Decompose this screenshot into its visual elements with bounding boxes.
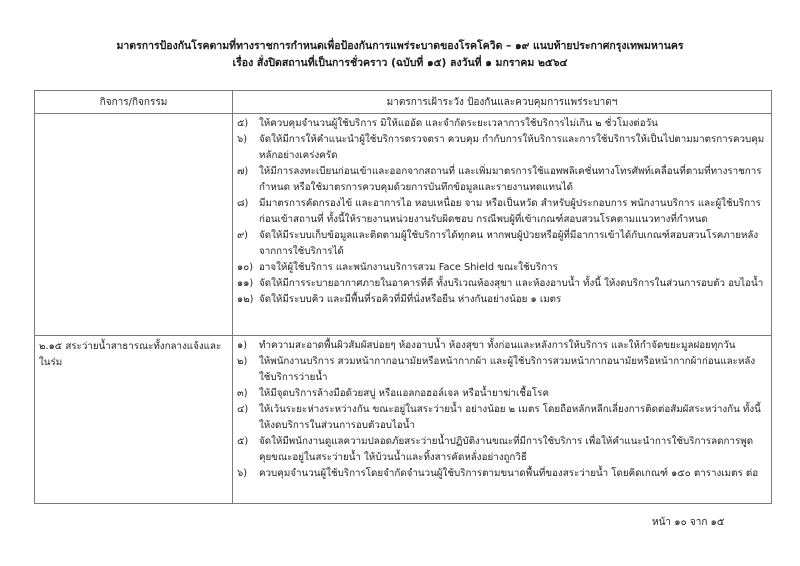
item-text: ให้มีการลงทะเบียนก่อนเข้าและออกจากสถานที่ และเพิ่มมาตรการใช้แอพพลิเคชั่นทางโทรศัพท์เคลื่อนที่ตามที่ทางราชการกำหนด หรือใช้มาตรการควบคุมด้วยการบันทึกข้อมูลและรายงานทดแทนได้	[259, 166, 762, 193]
item-text: มีมาตรการคัดกรองไข้ และอาการไอ หอบเหนื่อย จาม หรือเป็นหวัด สำหรับผู้ประกอบการ พนักงานบริการ และผู้ใช้บริการก่อนเข้าสถานที่ ทั้งนี้ให้รายงานหน่วยงานรับผิดชอบ กรณีพบผู้ที่เข้าเกณฑ์สอบสวนโรคตามแนวทางที่กำหนด	[259, 198, 761, 225]
list-item	[237, 260, 765, 276]
activity-label: ๒.๑๕ สระว่ายน้ำสาธารณะทั้งกลางแจ้งและในร่ม	[39, 341, 222, 368]
measures-cell	[233, 114, 772, 336]
list-item	[237, 354, 765, 386]
list-item	[237, 402, 765, 434]
item-number: ๕)	[237, 436, 249, 447]
list-item	[237, 132, 765, 164]
list-item	[237, 276, 765, 292]
measures-list	[233, 114, 771, 312]
item-text: จัดให้มีระบบคิว และมีพื้นที่รอคิวที่มีที่นั่งหรือยืน ห่างกันอย่างน้อย ๑ เมตร	[259, 294, 562, 305]
item-number: ๓)	[237, 388, 248, 399]
item-text: จัดให้มีการให้คำแนะนำผู้ใช้บริการตรวจตรา ควบคุม กำกับการให้บริการและการใช้บริการให้เป็นไปตามมาตรการควบคุมหลักอย่างเคร่งครัด	[259, 134, 765, 161]
item-text: ทำความสะอาดพื้นผิวสัมผัสบ่อยๆ ห้องอาบน้ำ ห้องสุขา ทั้งก่อนและหลังการให้บริการ และให้กำจัดขยะมูลฝอยทุกวัน	[259, 340, 736, 351]
table-row	[35, 336, 772, 504]
page-number: หน้า ๑๐ จาก ๑๕	[652, 517, 725, 528]
table-header-row	[35, 91, 772, 114]
list-item	[237, 338, 765, 354]
item-number: ๔)	[237, 404, 249, 415]
list-item	[237, 116, 765, 132]
item-number: ๕)	[237, 118, 249, 129]
item-text: จัดให้มีพนักงานดูแลความปลอดภัยสระว่ายน้ำปฏิบัติงานขณะที่มีการใช้บริการ เพื่อให้คำแนะนำการใช้บริการลดการพูดคุยขณะอยู่ในสระว่ายน้ำ ให้บ้วนน้ำและทิ้งสารคัดหลั่งอย่างถูกวิธี	[259, 436, 754, 463]
document-title-line1: มาตรการป้องกันโรคตามที่ทางราชการกำหนดเพื่อป้องกันการแพร่ระบาดของโรคโควิด – ๑๙ แนบท้ายประกาศกรุงเทพมหานคร	[116, 40, 684, 52]
item-number: ๙)	[237, 230, 248, 241]
item-number: ๗)	[237, 166, 249, 177]
list-item	[237, 228, 765, 260]
list-item	[237, 386, 765, 402]
item-number: ๑๑)	[237, 278, 254, 289]
document-title-line2: เรื่อง สั่งปิดสถานที่เป็นการชั่วคราว (ฉบับที่ ๑๕) ลงวันที่ ๑ มกราคม ๒๕๖๔	[232, 57, 568, 69]
activity-label	[35, 114, 232, 117]
header-measures: มาตรการเฝ้าระวัง ป้องกันและควบคุมการแพร่ระบาดฯ	[233, 91, 772, 114]
measures-table	[34, 90, 772, 504]
activity-cell	[35, 336, 233, 504]
item-text: ให้พนักงานบริการ สวมหน้ากากอนามัยหรือหน้ากากผ้า และผู้ใช้บริการสวมหน้ากากอนามัยหรือหน้ากากผ้าก่อนและหลังใช้บริการว่ายน้ำ	[259, 356, 756, 383]
table-row	[35, 114, 772, 336]
item-text: จัดให้มีระบบเก็บข้อมูลและติดตามผู้ใช้บริการได้ทุกคน หากพบผู้ป่วยหรือผู้ที่มีอาการเข้าได้กับเกณฑ์สอบสวนโรคภายหลังจากการใช้บริการได้	[259, 230, 759, 257]
item-number: ๑๐)	[237, 262, 254, 273]
item-text: ให้ควบคุมจำนวนผู้ใช้บริการ มิให้แออัด และจำกัดระยะเวลาการใช้บริการไม่เกิน ๒ ชั่วโมงต่อวัน	[259, 118, 658, 129]
item-number: ๖)	[237, 134, 248, 145]
item-number: ๘)	[237, 198, 249, 209]
list-item	[237, 434, 765, 466]
list-item	[237, 196, 765, 228]
header-activity: กิจการ/กิจกรรม	[35, 91, 233, 114]
item-text: ควบคุมจำนวนผู้ใช้บริการโดยจำกัดจำนวนผู้ใช้บริการตามขนาดพื้นที่ของสระว่ายน้ำ โดยคิดเกณฑ์ ๑๕๐ ตารางเมตร ต่อ	[259, 468, 759, 479]
list-item	[237, 164, 765, 196]
item-text: ให้เว้นระยะห่างระหว่างกัน ขณะอยู่ในสระว่ายน้ำ อย่างน้อย ๒ เมตร โดยถือหลักหลีกเลี่ยงการติดต่อสัมผัสระหว่างกัน ทั้งนี้ให้งดบริการในส่วนการอบตัวอบไอน้ำ	[259, 404, 761, 431]
item-text: อาจให้ผู้ใช้บริการ และพนักงานบริการสวม Face Shield ขณะใช้บริการ	[259, 262, 558, 273]
item-text: ให้มีจุดบริการล้างมือด้วยสบู่ หรือแอลกอฮอล์เจล หรือน้ำยาฆ่าเชื้อโรค	[259, 388, 549, 399]
activity-cell	[35, 114, 233, 336]
list-item	[237, 292, 765, 308]
list-item	[237, 466, 765, 482]
item-number: ๖)	[237, 468, 248, 479]
measures-cell	[233, 336, 772, 504]
item-text: จัดให้มีการระบายอากาศภายในอาคารที่ดี ทั้งบริเวณห้องสุขา และห้องอาบน้ำ ทั้งนี้ ให้งดบริการในส่วนการอบตัว อบไอน้ำ	[259, 278, 764, 289]
item-number: ๑)	[237, 340, 248, 351]
item-number: ๒)	[237, 356, 248, 367]
measures-list	[233, 336, 771, 486]
item-number: ๑๒)	[237, 294, 254, 305]
